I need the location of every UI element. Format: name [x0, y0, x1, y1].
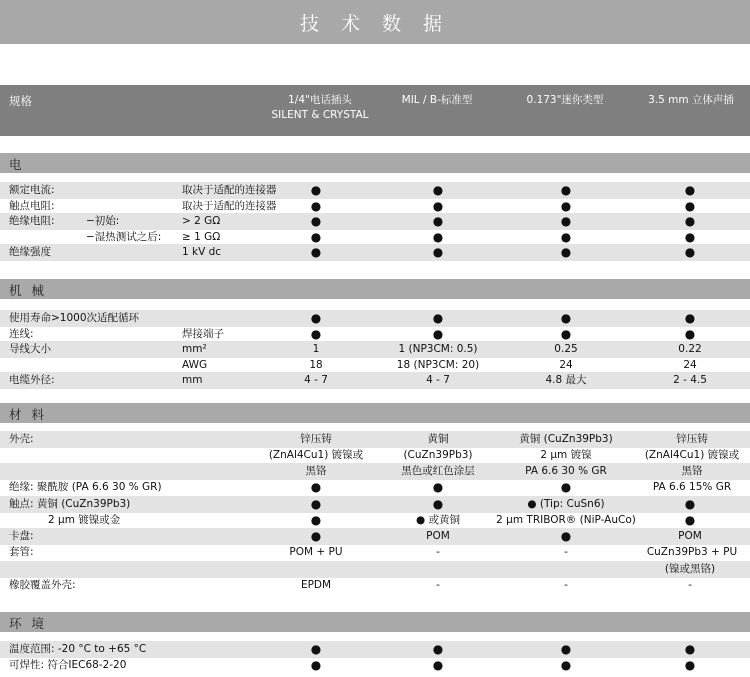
cell-value: 18 (NP3CM: 20) [396, 359, 480, 371]
cell-value: CuZn39Pb3 + PU [646, 546, 738, 558]
table-row [0, 372, 750, 389]
bullet-mark: ● [684, 658, 696, 672]
bullet-mark: ● [684, 642, 696, 656]
row-label: 连线: [9, 328, 34, 340]
row-label: 卡盘: [9, 530, 34, 542]
dash-mark: - [564, 546, 568, 558]
cell-value: EPDM [300, 579, 332, 591]
bullet-mark: ● [432, 311, 444, 325]
cell-value: POM [426, 530, 450, 542]
cell-value: 锌压铸 [676, 433, 708, 445]
bullet-mark: ● [432, 658, 444, 672]
row-value: 取决于适配的连接器 [182, 200, 277, 212]
cell-value: 24 [559, 359, 573, 371]
bullet-mark: ● [310, 199, 322, 213]
row-label: 绝缘: 聚酰胺 (PA 6.6 30 % GR) [9, 481, 162, 493]
bullet-mark: ● [310, 245, 322, 259]
title-bar [0, 0, 750, 44]
table-row [0, 528, 750, 545]
dash-mark: - [436, 579, 440, 591]
row-label: 套管: [9, 546, 34, 558]
cell-value: (镍或黑铬) [664, 563, 716, 575]
bullet-mark: ● [684, 245, 696, 259]
row-label: 绝缘电阻: [9, 215, 55, 227]
cell-value: PA 6.6 30 % GR [525, 465, 607, 477]
table-row [0, 657, 750, 674]
table-row [0, 561, 750, 578]
row-sublabel: 2 μm 镀镍或金 [48, 514, 121, 526]
bullet-mark: ● [310, 311, 322, 325]
bullet-mark: ● [310, 642, 322, 656]
cell-value: 黄铜 (CuZn39Pb3) [519, 433, 613, 445]
bullet-mark: ● [684, 311, 696, 325]
bullet-mark: ● [310, 658, 322, 672]
cell-value: 0.25 [554, 343, 578, 355]
column-header-1-line1: 1/4"电话插头 [288, 94, 352, 106]
bullet-mark: ● [560, 230, 572, 244]
section-mechanical-title: 机 械 [9, 283, 47, 298]
dash-mark: - [564, 579, 568, 591]
cell-value: 4 - 7 [304, 374, 328, 386]
cell-value: POM + PU [289, 546, 343, 558]
section-material-title: 材 料 [9, 407, 47, 422]
row-label: 电缆外径: [9, 374, 55, 386]
cell-value: 2 μm 镀镍 [540, 449, 592, 461]
table-row [0, 341, 750, 358]
bullet-mark: ● [684, 214, 696, 228]
table-row [0, 244, 750, 261]
section-environment-title: 环 境 [9, 616, 47, 631]
bullet-mark: ● [684, 183, 696, 197]
row-label: 橡胶覆盖外壳: [9, 579, 76, 591]
dash-mark: - [688, 579, 692, 591]
cell-value: 1 [312, 343, 320, 355]
cell-value: 0.22 [678, 343, 702, 355]
table-row [0, 479, 750, 496]
row-label: 触点电阻: [9, 200, 55, 212]
table-row [0, 496, 750, 513]
bullet-mark: ● [310, 480, 322, 494]
bullet-mark: ● [560, 245, 572, 259]
table-row [0, 641, 750, 658]
bullet-mark: ● [432, 230, 444, 244]
row-unit: AWG [182, 359, 208, 371]
bullet-mark: ● [560, 529, 572, 543]
bullet-mark: ● [684, 199, 696, 213]
bullet-mark: ● [560, 642, 572, 656]
row-label: 导线大小 [9, 343, 51, 355]
bullet-mark: ● [432, 245, 444, 259]
section-mechanical [0, 279, 750, 299]
cell-value: ● 或黄铜 [416, 514, 460, 526]
cell-value: POM [678, 530, 702, 542]
bullet-mark: ● [684, 230, 696, 244]
cell-value: PA 6.6 15% GR [652, 481, 732, 493]
table-row [0, 463, 750, 480]
cell-value: 黑色或红色涂层 [401, 465, 475, 477]
cell-value: 黄铜 [427, 433, 449, 445]
table-row [0, 310, 750, 327]
table-row [0, 544, 750, 561]
row-sublabel: −湿热测试之后: [86, 231, 162, 243]
row-label: 触点: 黄铜 (CuZn39Pb3) [9, 498, 131, 510]
bullet-mark: ● [432, 214, 444, 228]
bullet-mark: ● [560, 658, 572, 672]
row-label: 额定电流: [9, 184, 55, 196]
bullet-mark: ● [310, 214, 322, 228]
bullet-mark: ● [310, 497, 322, 511]
row-value: 取决于适配的连接器 [182, 184, 277, 196]
column-header-3: 0.173"迷你类型 [526, 94, 604, 106]
section-environment [0, 612, 750, 632]
bullet-mark: ● [432, 480, 444, 494]
section-electrical [0, 153, 750, 173]
table-row [0, 577, 750, 594]
row-label: 温度范围: -20 °C to +65 °C [9, 643, 147, 655]
cell-value: (ZnAl4Cu1) 镀镍或 [644, 449, 740, 461]
table-row [0, 182, 750, 199]
bullet-mark: ● [310, 327, 322, 341]
cell-value: (CuZn39Pb3) [403, 449, 473, 461]
bullet-mark: ● [432, 497, 444, 511]
bullet-mark: ● [432, 183, 444, 197]
spec-label: 规格 [9, 94, 32, 108]
row-value: ≥ 1 GΩ [182, 231, 221, 243]
dash-mark: - [436, 546, 440, 558]
bullet-mark: ● [684, 327, 696, 341]
cell-value: 黑铬 [305, 465, 327, 477]
cell-value: 锌压铸 [300, 433, 332, 445]
cell-value: 1 (NP3CM: 0.5) [398, 343, 478, 355]
bullet-mark: ● [684, 497, 696, 511]
bullet-mark: ● [560, 480, 572, 494]
bullet-mark: ● [310, 513, 322, 527]
row-value: > 2 GΩ [182, 215, 221, 227]
section-material [0, 403, 750, 423]
row-unit: mm² [182, 343, 207, 355]
bullet-mark: ● [432, 327, 444, 341]
spec-header [0, 85, 750, 136]
row-value: 焊接端子 [182, 328, 224, 340]
row-label: 绝缘强度 [9, 246, 51, 258]
cell-value: 4 - 7 [426, 374, 450, 386]
bullet-mark: ● [310, 230, 322, 244]
cell-value: 4.8 最大 [545, 374, 587, 386]
cell-value: 18 [309, 359, 323, 371]
page-title: 技 术 数 据 [299, 13, 451, 35]
bullet-mark: ● [560, 311, 572, 325]
row-label: 可焊性: 符合IEC68-2-20 [9, 659, 127, 671]
section-electrical-title: 电 [9, 157, 25, 172]
bullet-mark: ● [432, 642, 444, 656]
table-row [0, 447, 750, 464]
table-row [0, 431, 750, 448]
bullet-mark: ● [560, 199, 572, 213]
bullet-mark: ● [310, 529, 322, 543]
cell-value: 24 [683, 359, 697, 371]
table-row [0, 512, 750, 529]
cell-value: ● (Tip: CuSn6) [527, 498, 605, 510]
row-unit: mm [182, 374, 203, 386]
bullet-mark: ● [560, 183, 572, 197]
column-header-2: MIL / B-标准型 [401, 94, 473, 106]
column-header-1-line2: SILENT & CRYSTAL [271, 109, 369, 121]
cell-value: 黑铬 [681, 465, 703, 477]
bullet-mark: ● [684, 513, 696, 527]
bullet-mark: ● [432, 199, 444, 213]
bullet-mark: ● [310, 183, 322, 197]
cell-value: (ZnAl4Cu1) 镀镍或 [268, 449, 364, 461]
column-header-4: 3.5 mm 立体声插 [648, 94, 734, 106]
cell-value: 2 μm TRIBOR® (NiP-AuCo) [496, 514, 636, 526]
row-label: 外壳: [9, 433, 34, 445]
row-value: 1 kV dc [182, 246, 222, 258]
row-label: 使用寿命>1000次适配循环 [9, 312, 140, 324]
bullet-mark: ● [560, 214, 572, 228]
bullet-mark: ● [560, 327, 572, 341]
cell-value: 2 - 4.5 [673, 374, 707, 386]
table-row [0, 213, 750, 230]
row-sublabel: −初始: [86, 215, 120, 227]
